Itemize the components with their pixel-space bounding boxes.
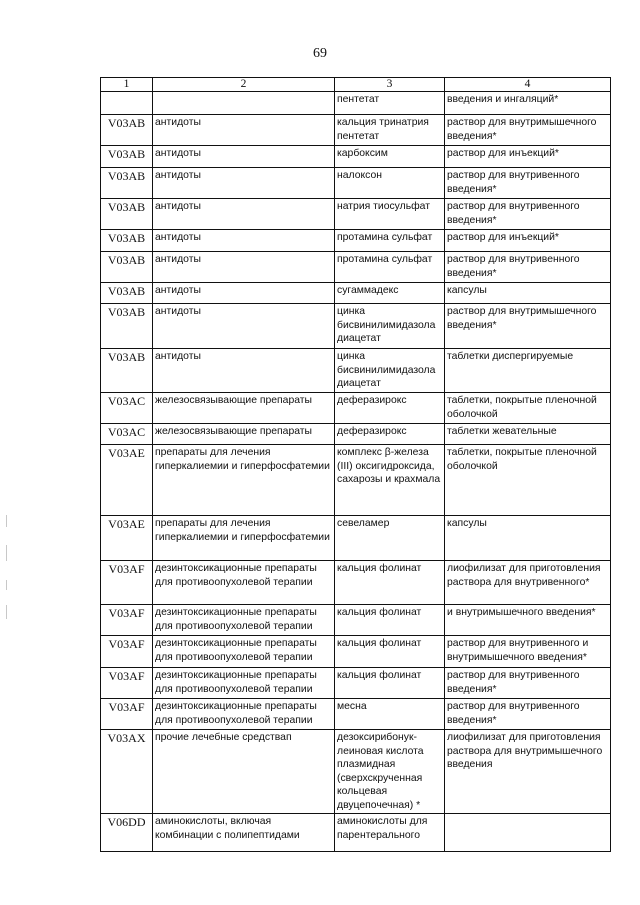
dosage-form-cell: таблетки, покрытые пленочной оболочкой xyxy=(445,445,611,516)
drug-name-cell: дезоксирибонук-леиновая кислота плазмидная (сверхскрученная кольцевая двуцепочечная) * xyxy=(335,730,445,814)
atc-code-cell: V03AX xyxy=(101,730,153,814)
group-cell: железосвязывающие препараты xyxy=(153,424,335,445)
group-cell: антидоты xyxy=(153,199,335,230)
dosage-form-cell: таблетки диспергируемые xyxy=(445,349,611,393)
dosage-form-cell: раствор для внутривенного введения* xyxy=(445,252,611,283)
atc-code-cell: V03AF xyxy=(101,561,153,605)
group-cell: прочие лечебные средствап xyxy=(153,730,335,814)
atc-code-cell: V03AB xyxy=(101,199,153,230)
table-row xyxy=(101,636,611,668)
drug-name-cell: аминокислоты для парентерального xyxy=(335,814,445,852)
group-cell: антидоты xyxy=(153,168,335,199)
drug-name-cell: цинка бисвинилимидазола диацетат xyxy=(335,304,445,349)
column-header: 2 xyxy=(153,78,335,92)
group-cell: антидоты xyxy=(153,230,335,252)
group-cell: дезинтоксикационные препараты для противоопухолевой терапии xyxy=(153,605,335,636)
atc-code-cell: V03AB xyxy=(101,146,153,168)
column-header: 4 xyxy=(445,78,611,92)
drug-name-cell: карбоксим xyxy=(335,146,445,168)
drug-name-cell: деферазирокс xyxy=(335,424,445,445)
dosage-form-cell: раствор для внутривенного введения* xyxy=(445,668,611,699)
dosage-form-cell: раствор для внутривенного введения* xyxy=(445,199,611,230)
group-cell: антидоты xyxy=(153,146,335,168)
group-cell: дезинтоксикационные препараты для противоопухолевой терапии xyxy=(153,699,335,730)
group-cell: дезинтоксикационные препараты для противоопухолевой терапии xyxy=(153,668,335,699)
atc-code-cell: V03AB xyxy=(101,304,153,349)
drug-name-cell: налоксон xyxy=(335,168,445,199)
atc-code-cell: V03AB xyxy=(101,230,153,252)
dosage-form-cell: введения и ингаляций* xyxy=(445,92,611,115)
dosage-form-cell: раствор для инъекций* xyxy=(445,230,611,252)
drug-name-cell: протамина сульфат xyxy=(335,252,445,283)
drug-name-cell: протамина сульфат xyxy=(335,230,445,252)
page-number: 69 xyxy=(313,46,327,61)
dosage-form-cell: раствор для внутривенного введения* xyxy=(445,168,611,199)
group-cell: железосвязывающие препараты xyxy=(153,393,335,424)
group-cell: аминокислоты, включая комбинации с полипептидами xyxy=(153,814,335,852)
atc-code-cell: V03AC xyxy=(101,393,153,424)
table-row xyxy=(101,199,611,230)
atc-code-cell: V03AF xyxy=(101,636,153,668)
group-cell: антидоты xyxy=(153,115,335,146)
atc-code-cell xyxy=(101,92,153,115)
drug-name-cell: деферазирокс xyxy=(335,393,445,424)
atc-code-cell: V06DD xyxy=(101,814,153,852)
atc-code-cell: V03AB xyxy=(101,283,153,304)
atc-code-cell: V03AF xyxy=(101,605,153,636)
drug-name-cell: сугаммадекс xyxy=(335,283,445,304)
table-row xyxy=(101,668,611,699)
group-cell: препараты для лечения гиперкалиемии и гиперфосфатемии xyxy=(153,445,335,516)
drug-table xyxy=(100,77,611,852)
drug-name-cell: кальция тринатрия пентетат xyxy=(335,115,445,146)
atc-code-cell: V03AE xyxy=(101,516,153,561)
table-row xyxy=(101,445,611,516)
column-header: 3 xyxy=(335,78,445,92)
dosage-form-cell: лиофилизат для приготовления раствора для внутримышечного введения xyxy=(445,730,611,814)
drug-name-cell: кальция фолинат xyxy=(335,561,445,605)
dosage-form-cell xyxy=(445,814,611,852)
table-row xyxy=(101,699,611,730)
table-row xyxy=(101,349,611,393)
table-row xyxy=(101,115,611,146)
atc-code-cell: V03AB xyxy=(101,252,153,283)
atc-code-cell: V03AB xyxy=(101,349,153,393)
drug-name-cell: месна xyxy=(335,699,445,730)
table-row xyxy=(101,283,611,304)
table-header-row xyxy=(101,78,611,92)
scan-artifact xyxy=(6,515,7,527)
group-cell: антидоты xyxy=(153,349,335,393)
dosage-form-cell: лиофилизат для приготовления раствора для внутривенного* xyxy=(445,561,611,605)
scan-artifact xyxy=(6,545,7,561)
table-row xyxy=(101,230,611,252)
table-row xyxy=(101,92,611,115)
atc-code-cell: V03AF xyxy=(101,668,153,699)
drug-name-cell: кальция фолинат xyxy=(335,636,445,668)
group-cell: антидоты xyxy=(153,304,335,349)
table-row xyxy=(101,424,611,445)
group-cell: дезинтоксикационные препараты для противоопухолевой терапии xyxy=(153,636,335,668)
dosage-form-cell: раствор для внутримышечного введения* xyxy=(445,115,611,146)
group-cell: препараты для лечения гиперкалиемии и гиперфосфатемии xyxy=(153,516,335,561)
drug-name-cell: кальция фолинат xyxy=(335,668,445,699)
table-row xyxy=(101,168,611,199)
table-row xyxy=(101,561,611,605)
atc-code-cell: V03AC xyxy=(101,424,153,445)
column-header: 1 xyxy=(101,78,153,92)
dosage-form-cell: раствор для внутримышечного введения* xyxy=(445,304,611,349)
table-row xyxy=(101,730,611,814)
dosage-form-cell: раствор для внутривенного введения* xyxy=(445,699,611,730)
dosage-form-cell: раствор для инъекций* xyxy=(445,146,611,168)
atc-code-cell: V03AE xyxy=(101,445,153,516)
drug-name-cell: севеламер xyxy=(335,516,445,561)
dosage-form-cell: раствор для внутривенного и внутримышечного введения* xyxy=(445,636,611,668)
drug-name-cell: кальция фолинат xyxy=(335,605,445,636)
table-row xyxy=(101,252,611,283)
drug-name-cell: комплекс β-железа (III) оксигидроксида, сахарозы и крахмала xyxy=(335,445,445,516)
drug-name-cell: цинка бисвинилимидазола диацетат xyxy=(335,349,445,393)
drug-name-cell: пентетат xyxy=(335,92,445,115)
atc-code-cell: V03AB xyxy=(101,168,153,199)
atc-code-cell: V03AB xyxy=(101,115,153,146)
table-row xyxy=(101,605,611,636)
group-cell: антидоты xyxy=(153,283,335,304)
table-row xyxy=(101,146,611,168)
dosage-form-cell: и внутримышечного введения* xyxy=(445,605,611,636)
group-cell xyxy=(153,92,335,115)
table-row xyxy=(101,393,611,424)
scan-artifact xyxy=(6,580,7,590)
table-row xyxy=(101,814,611,852)
group-cell: антидоты xyxy=(153,252,335,283)
dosage-form-cell: таблетки, покрытые пленочной оболочкой xyxy=(445,393,611,424)
dosage-form-cell: капсулы xyxy=(445,283,611,304)
group-cell: дезинтоксикационные препараты для противоопухолевой терапии xyxy=(153,561,335,605)
table-row xyxy=(101,516,611,561)
dosage-form-cell: капсулы xyxy=(445,516,611,561)
table-row xyxy=(101,304,611,349)
scan-artifact xyxy=(6,605,7,619)
drug-name-cell: натрия тиосульфат xyxy=(335,199,445,230)
atc-code-cell: V03AF xyxy=(101,699,153,730)
dosage-form-cell: таблетки жевательные xyxy=(445,424,611,445)
